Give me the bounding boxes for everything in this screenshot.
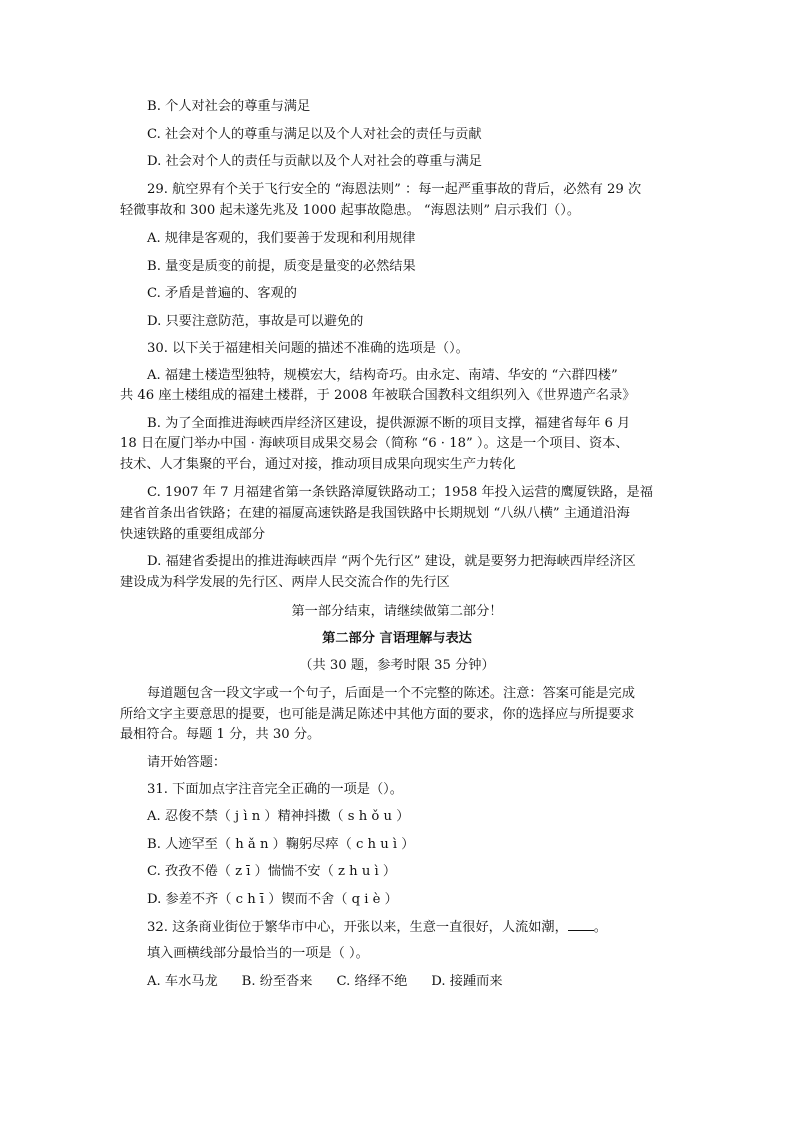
part2-subtitle: （共 30 题，参考时限 35 分钟） <box>299 658 495 673</box>
q30-stem: 30. 以下关于福建相关问题的描述不准确的选项是（）。 <box>147 341 469 356</box>
q30-option-c-line1: C. 1907 年 7 月福建省第一条铁路漳厦铁路动工；1958 年投入运营的鹰厦铁路，是福 <box>147 485 653 500</box>
part2-title: 第二部分 言语理解与表达 <box>322 631 472 646</box>
part2-instructions-line2: 所给文字主要意思的提要，也可能是满足陈述中其他方面的要求，你的选择应与所提要求 <box>120 707 635 722</box>
q32-stem <box>147 918 607 937</box>
q29-stem-line1: 29. 航空界有个关于飞行安全的 “海恩法则” ：每一起严重事故的背后，必然有 29 次 <box>147 182 642 197</box>
part2-instructions-line1: 每道题包含一段文字或一个句子，后面是一个不完整的陈述。注意：答案可能是完成 <box>147 686 635 701</box>
q32-option-c: C. 络绎不绝 <box>336 974 408 989</box>
q28-option-b: B. 个人对社会的尊重与满足 <box>147 99 311 114</box>
q28-option-d: D. 社会对个人的责任与贡献以及个人对社会的尊重与满足 <box>147 154 482 169</box>
q30-option-b-line3: 技术、人才集聚的平台，通过对接，推动项目成果向现实生产力转化 <box>120 457 516 472</box>
q30-option-c-line2: 建省首条出省铁路；在建的福厦高速铁路是我国铁路中长期规划 “八纵八横” 主通道沿海 <box>120 506 630 521</box>
q29-option-c: C. 矛盾是普遍的、客观的 <box>147 286 297 301</box>
q32-options <box>147 973 527 991</box>
q30-option-d-line2: 建设成为科学发展的先行区、两岸人民交流合作的先行区 <box>120 575 450 590</box>
q32-prompt: 填入画横线部分最恰当的一项是（ ）。 <box>147 946 369 961</box>
answer-blank <box>568 918 594 931</box>
q32-option-d: D. 接踵而来 <box>431 974 503 989</box>
q30-option-a-line1: A. 福建土楼造型独特，规模宏大，结构奇巧。由永定、南靖、华安的 “六群四楼” <box>147 368 618 383</box>
q29-option-d: D. 只要注意防范，事故是可以避免的 <box>147 314 364 329</box>
q32-stem-end: 。 <box>593 920 607 935</box>
q31-option-a: A. 忍俊不禁（ j ì n ）精神抖擞（ s h ǒ u ） <box>147 809 410 824</box>
q30-option-b-line1: B. 为了全面推进海峡西岸经济区建设，提供源源不断的项目支撑，福建省每年 6 月 <box>147 416 631 431</box>
q30-option-d-line1: D. 福建省委提出的推进海峡西岸 “两个先行区” 建设，就是要努力把海峡西岸经济区 <box>147 554 636 569</box>
q31-option-c: C. 孜孜不倦（ z ī ）惴惴不安（ z h u ì ） <box>147 864 397 879</box>
q29-option-b: B. 量变是质变的前提，质变是量变的必然结果 <box>147 259 416 274</box>
q29-stem-line2: 轻微事故和 300 起未遂先兆及 1000 起事故隐患。 “海恩法则” 启示我们（）。 <box>120 203 581 218</box>
q32-option-b: B. 纷至沓来 <box>241 974 313 989</box>
part2-start: 请开始答题： <box>147 755 227 770</box>
q31-option-b: B. 人迹罕至（ h ǎ n ）鞠躬尽瘁（ c h u ì ） <box>147 837 415 852</box>
q30-option-b-line2: 18 日在厦门举办中国 · 海峡项目成果交易会（简称 “6 · 18” ）。这是一个项目、资本、 <box>120 436 629 451</box>
q31-stem: 31. 下面加点字注音完全正确的一项是（）。 <box>147 782 403 797</box>
q29-option-a: A. 规律是客观的，我们要善于发现和利用规律 <box>147 231 416 246</box>
part1-end-notice: 第一部分结束，请继续做第二部分！ <box>291 604 503 619</box>
q30-option-c-line3: 快速铁路的重要组成部分 <box>120 527 266 542</box>
q30-option-a-line2: 共 46 座土楼组成的福建土楼群，于 2008 年被联合国教科文组织列入《世界遗产名录》 <box>120 388 636 403</box>
q28-option-c: C. 社会对个人的尊重与满足以及个人对社会的责任与贡献 <box>147 127 482 142</box>
part2-instructions-line3: 最相符合。每题 1 分，共 30 分。 <box>120 727 321 742</box>
q32-stem-text: 32. 这条商业街位于繁华市中心，开张以来，生意一直很好，人流如潮， <box>147 920 568 935</box>
q32-option-a: A. 车水马龙 <box>147 974 218 989</box>
q31-option-d: D. 参差不齐（ c h ī ）锲而不舍（ q i è ） <box>147 892 398 907</box>
